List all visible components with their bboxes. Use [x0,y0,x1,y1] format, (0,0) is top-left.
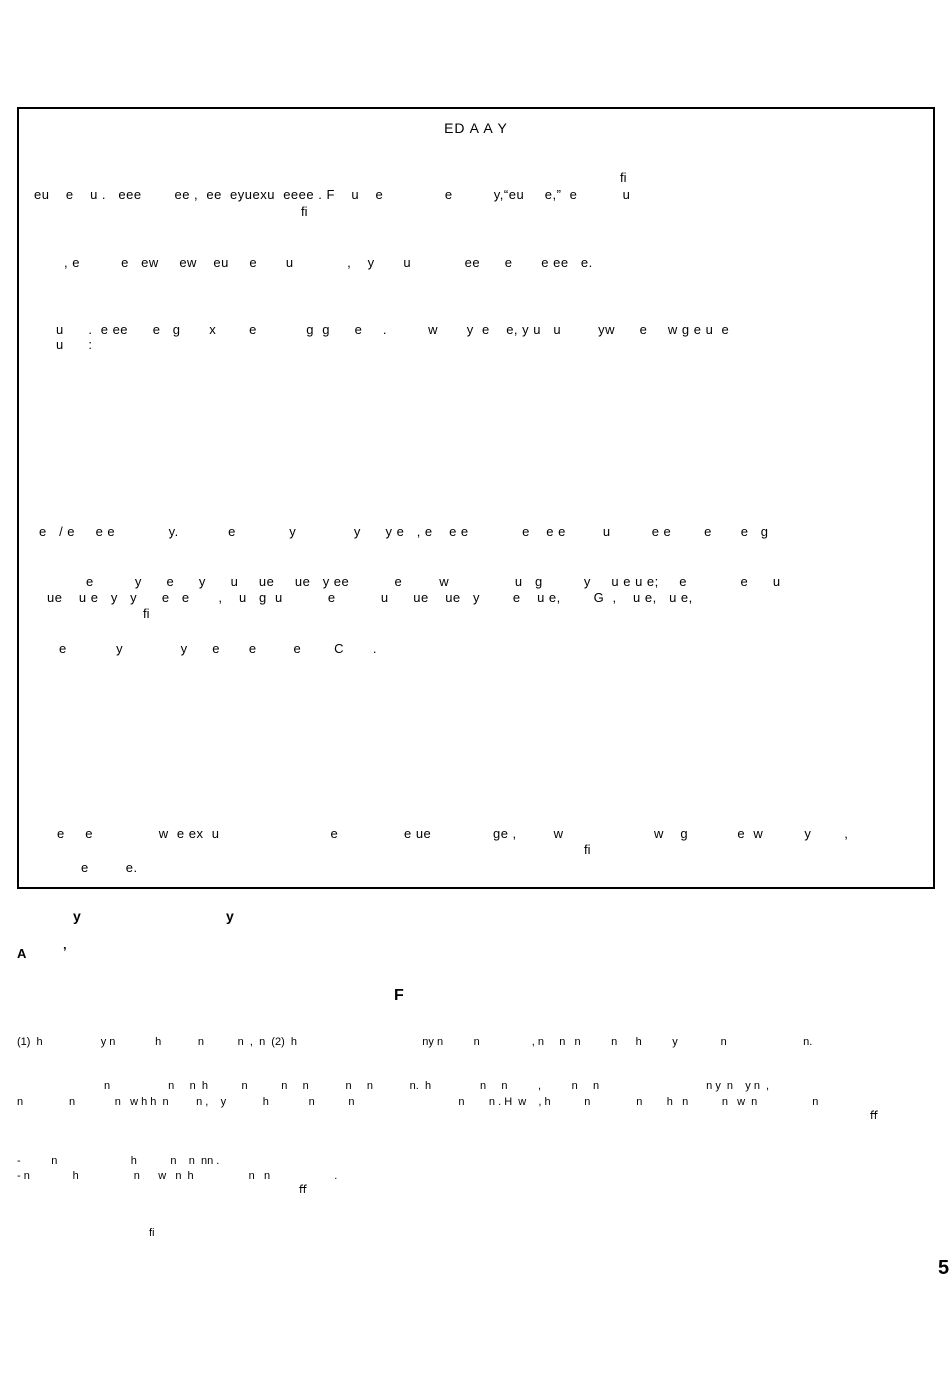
subheading-fragment: A [17,946,27,961]
box-title: ED A A Y [444,120,508,136]
body-line: n n n h n n n n n n. h n n , n n n y n y n , [104,1080,770,1092]
box-paragraph-4-line-1: e / e e e y. e y y y e , e e e e e e u e e e e g [39,524,769,539]
ligature-mark: ﬁ [620,170,627,185]
caption-fragment: y [226,908,234,924]
ligature-mark: ﬁ [301,204,308,219]
body-line: (1) h y n h n n , n (2) h ny n n , n n n n h y n n. [17,1036,813,1048]
box-paragraph-2-line-1: , e e ew ew eu e u , y u ee e e ee e. [64,255,593,270]
box-paragraph-1-line-1: eu e u . eee ee , ee eyuexu eeee . F u e e y,“eu e,” e u [34,187,631,202]
bullet-item: - n h n n nn . [17,1155,220,1167]
section-heading: F [394,987,404,1004]
page-number: 5 [938,1257,950,1279]
ligature-mark: ﬁ [143,606,150,621]
ligature-mark: ﬁ [584,842,591,857]
box-paragraph-5-line-2: ue u e y y e e , u g u e u ue ue y e u e, G , u e, u e, [47,590,693,605]
subheading-fragment: ’ [63,944,67,959]
box-paragraph-3-line-1: u . e ee e g x e g g e . w y e e, y u u yw e w g e u e [56,322,730,337]
ligature-mark: ﬁ [149,1227,155,1239]
body-line: n n n w h h n n , y h n n n n . H w , h n n h n n w n n [17,1096,819,1108]
sidebar-box [17,107,935,889]
box-paragraph-5-line-1: e y e y u ue ue y ee e w u g y u e u e; e e u [86,574,781,589]
ligature-mark: ﬀ [299,1184,307,1196]
box-paragraph-7-line-1: e e w e ex u e e ue ge , w w g e w y , [57,826,849,841]
ligature-mark: ﬀ [870,1110,878,1122]
box-paragraph-7-line-2: e e. [81,860,138,875]
caption-fragment: y [73,908,81,924]
box-paragraph-3-line-2: u : [56,337,93,352]
bullet-item: - n h n w n h n n . [17,1170,338,1182]
box-paragraph-6-line-1: e y y e e e C . [59,641,377,656]
